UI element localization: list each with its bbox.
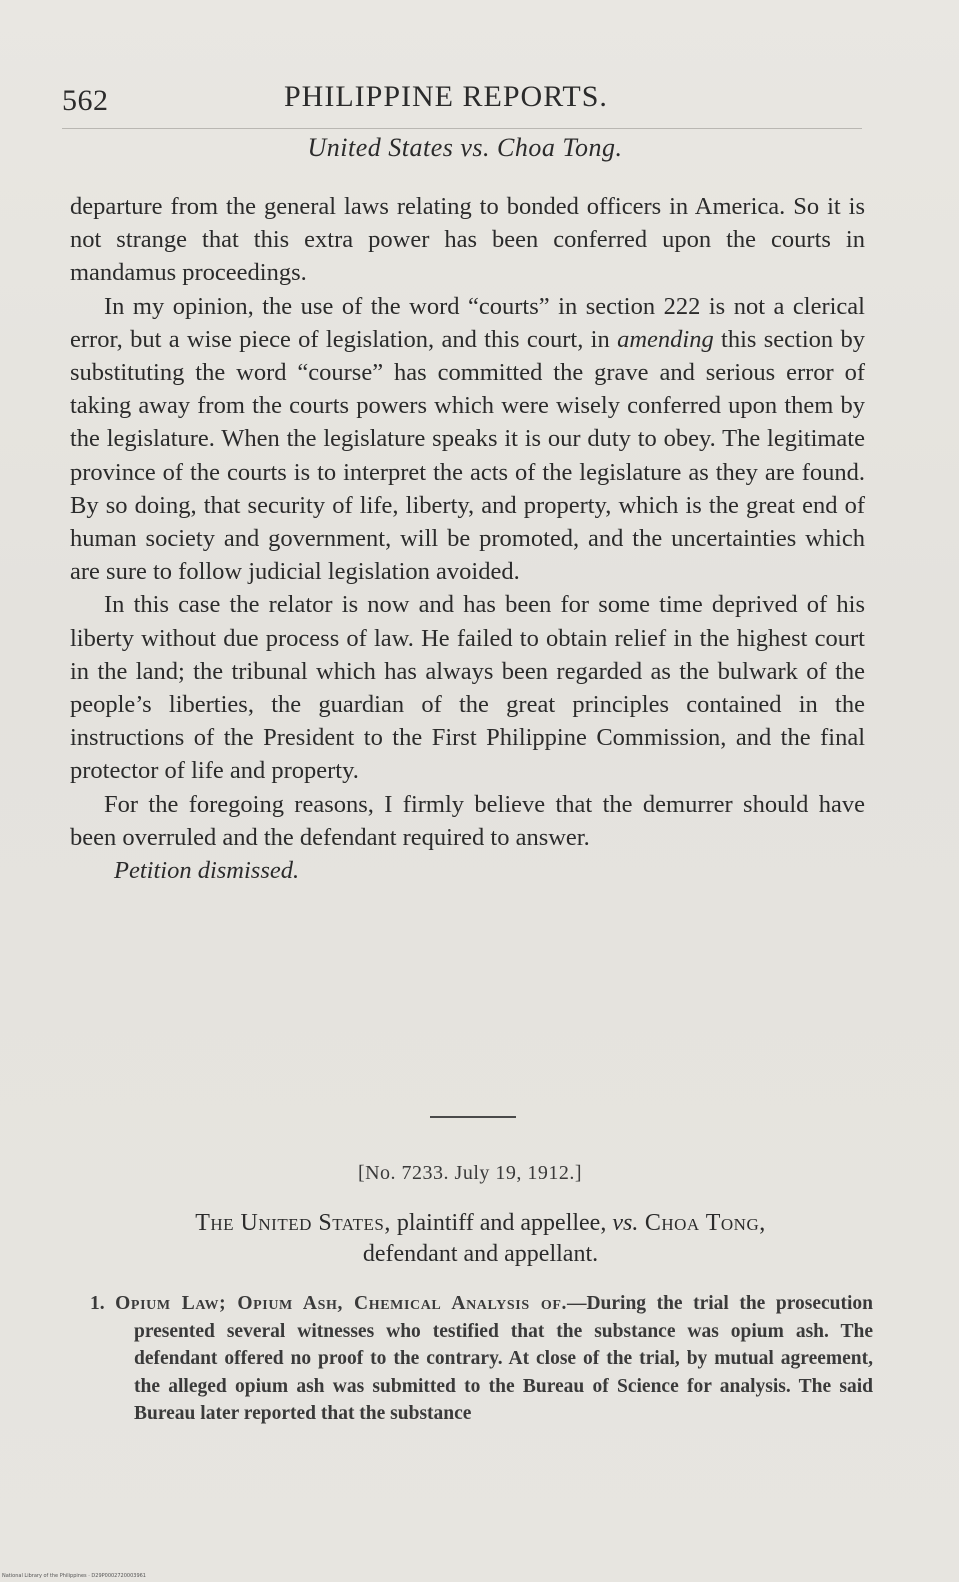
paragraph-3: In this case the relator is now and has been for some time deprived of his liberty without due process of law. He failed to obtain relief in the highest court in the land; the tribunal which has always been regarded as the bulwark of the people’s liberties, the guardian of the great principles contained in the instructions of the President to the First Philippine Commission, and the final protector of life and property. <box>70 591 865 785</box>
docket-line: [No. 7233. July 19, 1912.] <box>357 1162 583 1184</box>
running-title: PHILIPPINE REPORTS. <box>284 80 608 113</box>
paragraph-2 <box>70 290 865 589</box>
scan-footer-note: National Library of the Philippines · D29P0002720003961 <box>2 1573 146 1579</box>
defendant-name: Choa Tong, <box>638 1210 766 1236</box>
page-header <box>62 80 862 120</box>
disposition: Petition dismissed. <box>114 857 300 885</box>
defendant-role: defendant and appellant. <box>362 1241 599 1267</box>
paragraph-2-part-a: In my opinion, the use of the word “courts” in section 222 is not a clerical error, but a wise piece of legislation, and this court, in <box>70 292 865 353</box>
case-parties <box>88 1208 873 1270</box>
paragraph-2-part-b: this section by substituting the word “course” has committed the grave and serious error of taking away from the courts powers which were wisely conferred upon them by the legislature. When the legislature speaks it is our duty to obey. The legitimate province of the courts is to interpret the acts of the legislature as they are found. By so doing, that security of life, liberty, and property, which is the great end of human society and government, will be promoted, and the uncertainties which are sure to follow judicial legislation avoided. <box>70 325 865 586</box>
syllabus-text: —During the trial the prosecution presented several witnesses who testified that the substance was opium ash. The defendant offered no proof to the contrary. At close of the trial, by mutual agreement, the alleged opium ash was submitted to the Bureau of Science for analysis. The said Bureau later reported that the substance <box>134 1293 874 1424</box>
plaintiff-name: The United States, <box>195 1210 391 1236</box>
header-rule <box>62 128 862 129</box>
syllabus-heading: Opium Law; Opium Ash, Chemical Analysis of. <box>115 1293 567 1314</box>
plaintiff-role: plaintiff and appellee, <box>390 1210 613 1236</box>
paragraph-1: departure from the general laws relating to bonded officers in America. So it is not strange that this extra power has been conferred upon the courts in mandamus proceedings. <box>70 193 865 287</box>
opinion-body <box>70 190 865 887</box>
syllabus-entry-1 <box>90 1290 873 1428</box>
versus: vs. <box>612 1210 639 1236</box>
paragraph-4: For the foregoing reasons, I firmly believe that the demurrer should have been overruled and the defendant required to answer. <box>70 790 865 851</box>
case-caption: United States vs. Choa Tong. <box>307 133 623 162</box>
section-divider <box>430 1116 516 1118</box>
page-number: 562 <box>62 84 109 117</box>
syllabus <box>90 1290 873 1428</box>
syllabus-number: 1. <box>90 1293 116 1314</box>
paragraph-2-emphasis: amending <box>617 325 714 353</box>
